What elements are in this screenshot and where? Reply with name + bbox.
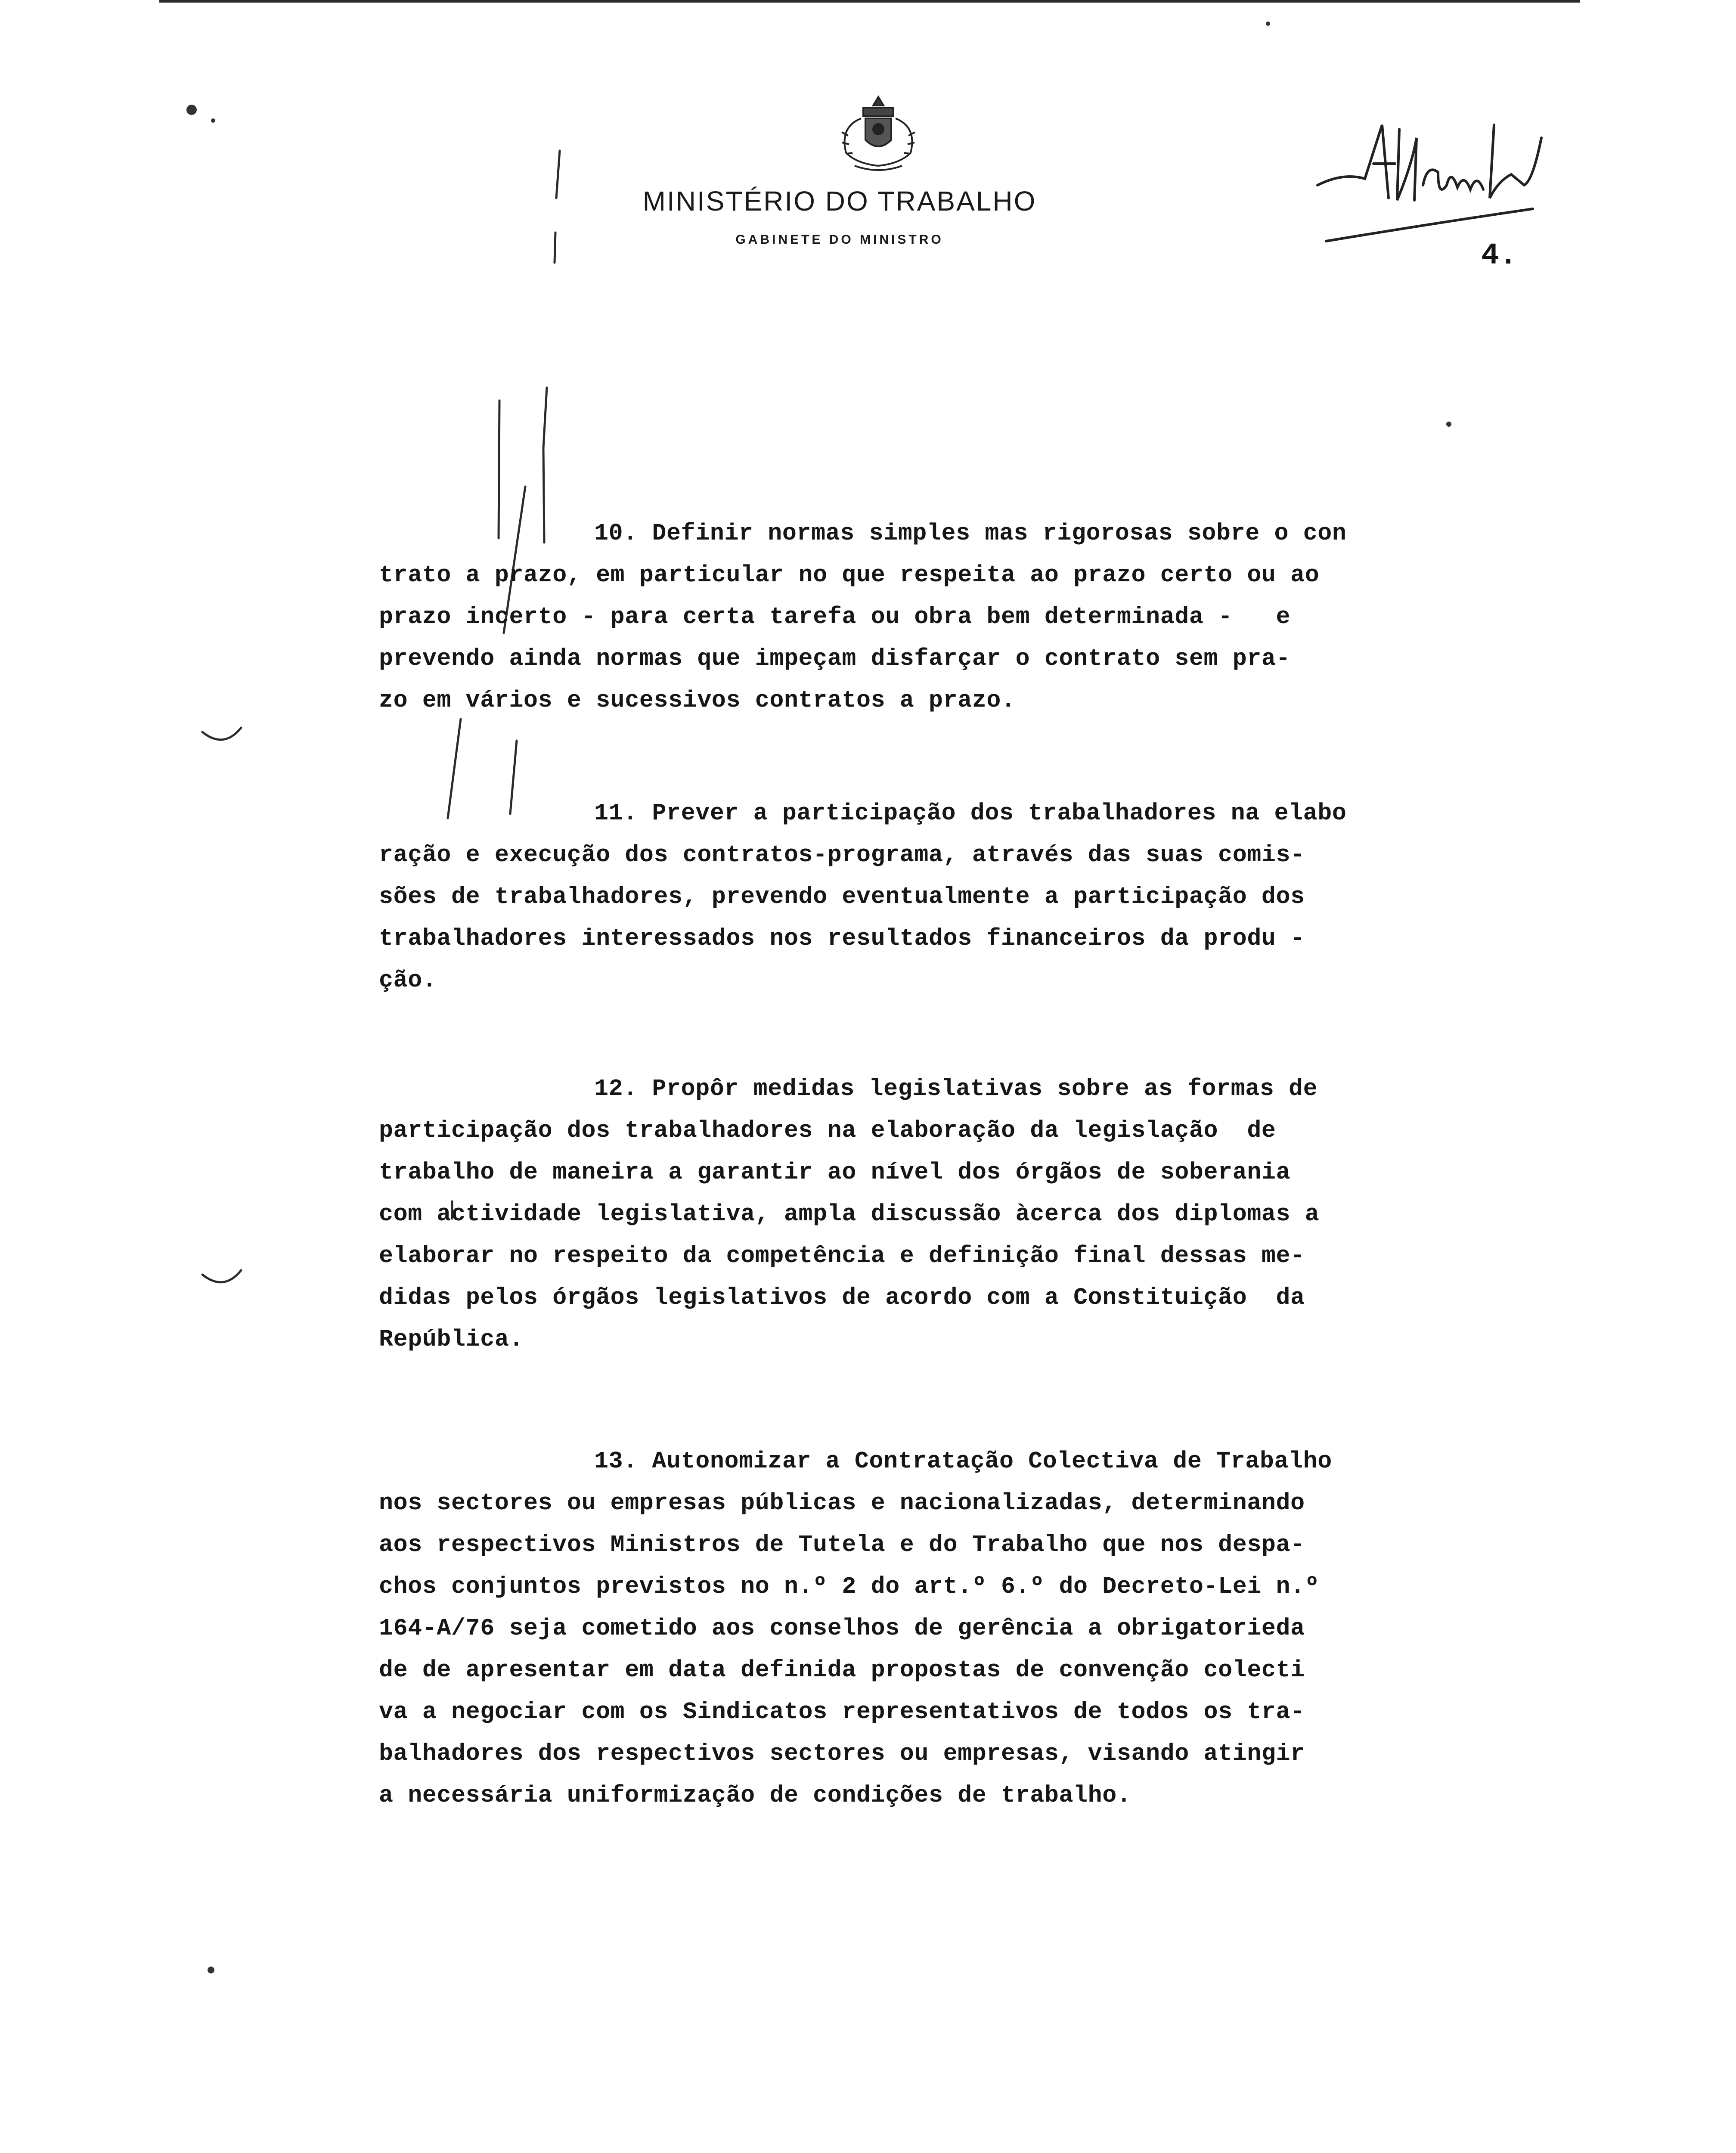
text-line: sões de trabalhadores, prevendo eventualmente a participação dos bbox=[379, 883, 1305, 910]
text-line: didas pelos órgãos legislativos de acordo com a Constituição da bbox=[379, 1284, 1305, 1311]
text-line: chos conjuntos previstos no n.º 2 do art.º 6.º do Decreto-Lei n.º bbox=[379, 1573, 1320, 1600]
text-line: balhadores dos respectivos sectores ou empresas, visando atingir bbox=[379, 1740, 1305, 1767]
paragraph-13 bbox=[379, 1440, 1524, 1816]
cabinet-subtitle: GABINETE DO MINISTRO bbox=[735, 233, 944, 247]
text-line: ção. bbox=[379, 967, 437, 994]
text-line: trabalho de maneira a garantir ao nível dos órgãos de soberania bbox=[379, 1159, 1291, 1186]
text-line: 10. Definir normas simples mas rigorosas sobre o con bbox=[594, 520, 1347, 547]
text-line: 164-A/76 seja cometido aos conselhos de gerência a obrigatorieda bbox=[379, 1615, 1305, 1642]
text-line: va a negociar com os Sindicatos representativos de todos os tra- bbox=[379, 1698, 1305, 1725]
text-line: 13. Autonomizar a Contratação Colectiva de Trabalho bbox=[594, 1448, 1332, 1475]
text-line: República. bbox=[379, 1326, 524, 1353]
text-line: a necessária uniformização de condições de trabalho. bbox=[379, 1782, 1132, 1809]
paragraph-10 bbox=[379, 512, 1524, 721]
text-line: zo em vários e sucessivos contratos a prazo. bbox=[379, 687, 1016, 714]
text-line: participação dos trabalhadores na elaboração da legislação de bbox=[379, 1117, 1276, 1144]
text-line: 11. Prever a participação dos trabalhadores na elabo bbox=[594, 800, 1347, 827]
text-line: prevendo ainda normas que impeçam disfarçar o contrato sem pra- bbox=[379, 645, 1291, 672]
text-line: prazo incerto - para certa tarefa ou obra bem determinada - e bbox=[379, 603, 1291, 630]
text-line: aos respectivos Ministros de Tutela e do Trabalho que nos despa- bbox=[379, 1531, 1305, 1558]
text-line: elaborar no respeito da competência e definição final dessas me- bbox=[379, 1242, 1305, 1269]
page-top-border bbox=[159, 0, 1580, 3]
paragraph-12 bbox=[379, 1068, 1524, 1360]
coat-of-arms-icon bbox=[822, 88, 934, 174]
text-line: trabalhadores interessados nos resultados financeiros da produ - bbox=[379, 925, 1305, 952]
text-line: ração e execução dos contratos-programa, através das suas comis- bbox=[379, 841, 1305, 869]
text-line: trato a prazo, em particular no que respeita ao prazo certo ou ao bbox=[379, 562, 1320, 589]
text-line: com actividade legislativa, ampla discussão àcerca dos diplomas a bbox=[379, 1201, 1320, 1228]
text-line: 12. Propôr medidas legislativas sobre as formas de bbox=[594, 1075, 1318, 1102]
paragraph-11 bbox=[379, 792, 1524, 1001]
text-line: de de apresentar em data definida propostas de convenção colecti bbox=[379, 1657, 1305, 1684]
text-line: nos sectores ou empresas públicas e nacionalizadas, determinando bbox=[379, 1489, 1305, 1517]
ministry-title: MINISTÉRIO DO TRABALHO bbox=[642, 186, 1037, 217]
page-number: 4. bbox=[1481, 239, 1518, 273]
